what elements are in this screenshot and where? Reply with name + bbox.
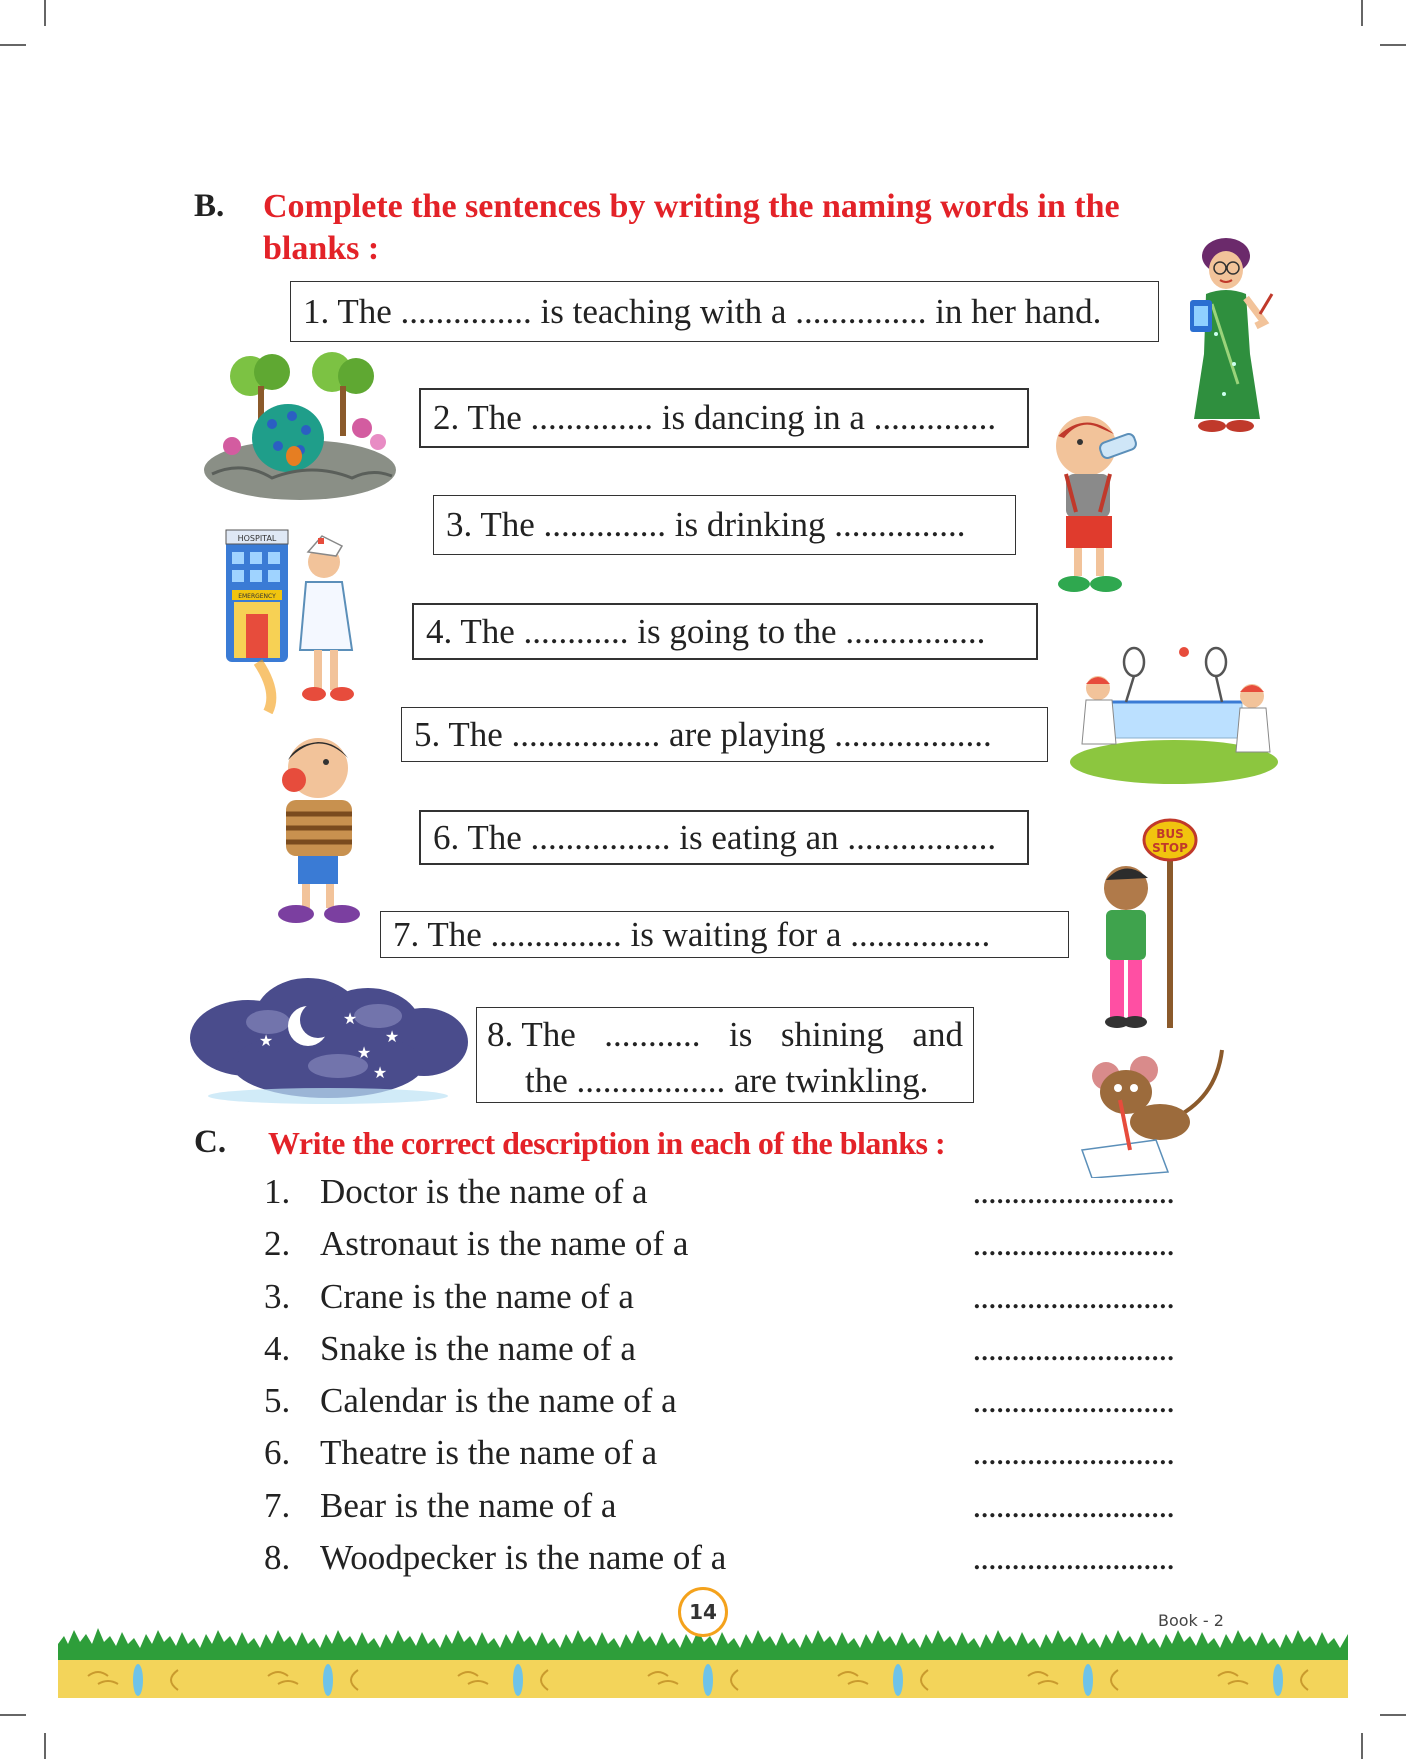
night-sky-illustration — [188, 966, 474, 1106]
section-b-letter: B. — [194, 188, 225, 224]
sentence-box-4[interactable]: 4. The ............ is going to the ................ — [412, 603, 1038, 660]
item-text: Snake is the name of a — [320, 1328, 636, 1368]
item-text: Bear is the name of a — [320, 1485, 617, 1525]
item-number: 2. — [264, 1224, 291, 1264]
crop-mark — [0, 44, 26, 46]
book-label: Book - 2 — [1158, 1611, 1224, 1630]
badminton-illustration — [1066, 640, 1280, 786]
sentence-box-7[interactable]: 7. The ............... is waiting for a ................ — [380, 911, 1069, 958]
s8-word: shining — [780, 1015, 884, 1054]
hospital-sign-text: HOSPITAL — [237, 534, 277, 543]
answer-blank[interactable]: .......................... — [972, 1538, 1174, 1578]
answer-blank[interactable]: .......................... — [972, 1328, 1174, 1368]
answer-blank[interactable]: .......................... — [972, 1172, 1174, 1211]
section-c-letter: C. — [194, 1124, 227, 1160]
crop-mark — [1361, 1733, 1363, 1759]
sentence-box-2[interactable]: 2. The .............. is dancing in a .............. — [419, 388, 1029, 448]
sentence-box-6[interactable]: 6. The ................ is eating an ................. — [419, 810, 1029, 865]
crop-mark — [44, 0, 46, 26]
svg-text:★: ★ — [356, 1043, 372, 1062]
item-number: 8. — [264, 1538, 291, 1578]
boy-eating-apple-illustration — [256, 728, 386, 928]
teacher-illustration — [1176, 234, 1276, 442]
item-number: 7. — [264, 1485, 291, 1525]
boy-drinking-illustration — [1040, 412, 1140, 598]
svg-text:★: ★ — [342, 1009, 358, 1028]
sentence-box-8[interactable] — [476, 1007, 974, 1103]
crop-mark — [1380, 1714, 1406, 1716]
section-b-title — [263, 186, 1263, 270]
list-item — [264, 1168, 1184, 1220]
description-list — [264, 1168, 1184, 1586]
item-number: 3. — [264, 1276, 291, 1316]
crop-mark — [44, 1733, 46, 1759]
bus-stop-illustration — [1092, 818, 1212, 1036]
crop-mark — [1361, 0, 1363, 26]
item-text: Crane is the name of a — [320, 1276, 634, 1316]
s8-word: is — [729, 1015, 753, 1054]
item-text: Doctor is the name of a — [320, 1172, 648, 1211]
bus-stop-line2: STOP — [1152, 841, 1188, 855]
s8-word: ........... — [604, 1015, 701, 1054]
item-number: 5. — [264, 1381, 291, 1421]
list-item — [264, 1534, 1184, 1586]
sentence-box-1[interactable]: 1. The ............... is teaching with a ............... in her hand. — [290, 281, 1159, 342]
svg-text:★: ★ — [258, 1031, 274, 1050]
item-text: Woodpecker is the name of a — [320, 1538, 727, 1578]
answer-blank[interactable]: .......................... — [972, 1224, 1174, 1264]
list-item — [264, 1377, 1184, 1429]
emergency-sign-text: EMERGENCY — [238, 593, 276, 600]
bus-stop-line1: BUS — [1156, 827, 1184, 841]
answer-blank[interactable]: .......................... — [972, 1381, 1174, 1421]
list-item — [264, 1429, 1184, 1481]
answer-blank[interactable]: .......................... — [972, 1433, 1174, 1473]
item-number: 4. — [264, 1328, 291, 1368]
answer-blank[interactable]: .......................... — [972, 1276, 1174, 1316]
item-text: Astronaut is the name of a — [320, 1224, 689, 1264]
item-number: 6. — [264, 1433, 291, 1473]
svg-text:★: ★ — [372, 1063, 388, 1082]
list-item — [264, 1325, 1184, 1377]
answer-blank[interactable]: .......................... — [972, 1485, 1174, 1525]
section-b-title-line2: blanks : — [263, 230, 380, 267]
svg-text:★: ★ — [384, 1027, 400, 1046]
crop-mark — [0, 1714, 26, 1716]
sentence-box-3[interactable]: 3. The .............. is drinking ............... — [433, 495, 1016, 555]
s8-line2: the ................. are twinkling. — [525, 1061, 929, 1100]
sentence-box-5[interactable]: 5. The ................. are playing .................. — [401, 707, 1048, 762]
list-item — [264, 1220, 1184, 1272]
item-number: 1. — [264, 1172, 291, 1211]
section-b-title-line1: Complete the sentences by writing the naming words in the — [263, 188, 1120, 225]
mouse-writing-illustration — [1076, 1040, 1226, 1178]
section-c-title: Write the correct description in each of the blanks : — [268, 1125, 946, 1161]
crop-mark — [1380, 44, 1406, 46]
item-text: Calendar is the name of a — [320, 1381, 677, 1421]
item-text: Theatre is the name of a — [320, 1433, 658, 1473]
peacock-garden-illustration — [202, 350, 398, 502]
s8-word: 8. The — [487, 1015, 576, 1054]
list-item — [264, 1273, 1184, 1325]
s8-word: and — [912, 1015, 963, 1054]
nurse-hospital-illustration — [218, 522, 358, 714]
page-number: 14 — [678, 1587, 728, 1637]
list-item — [264, 1482, 1184, 1534]
